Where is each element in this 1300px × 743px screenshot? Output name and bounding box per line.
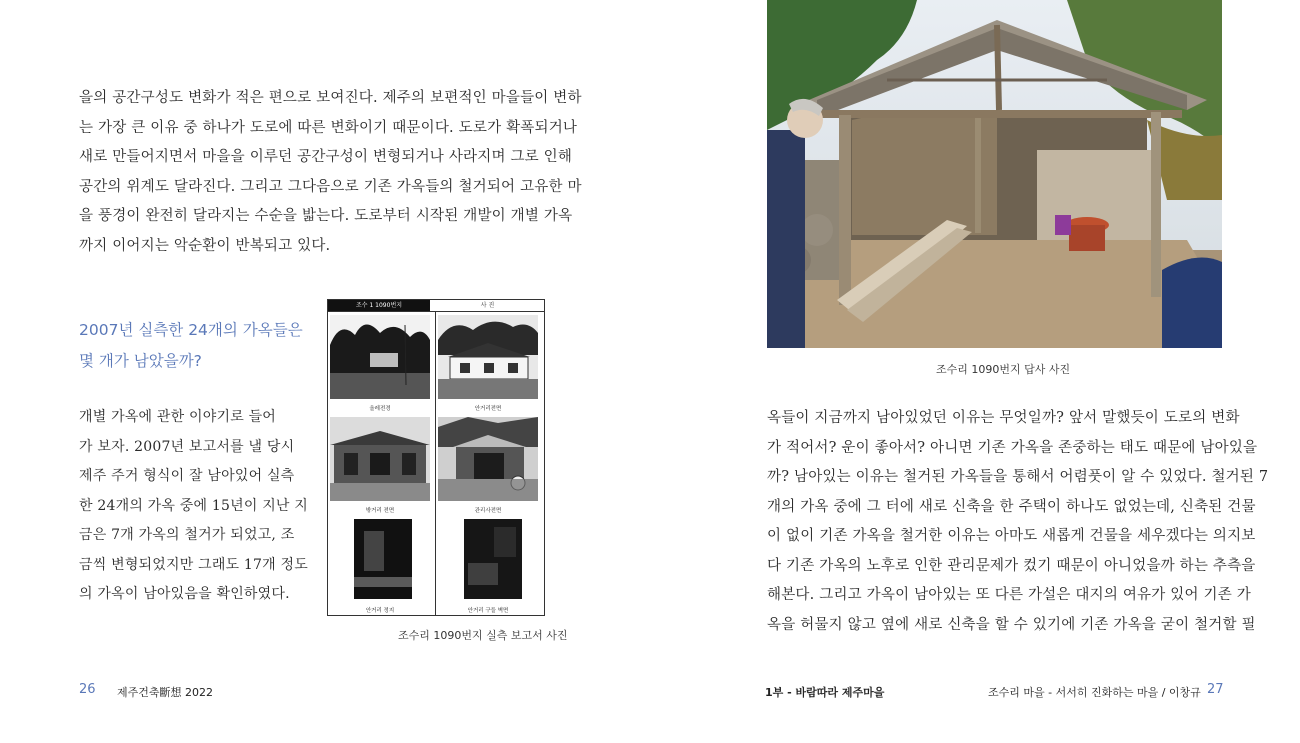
text-line: 한 24개의 가옥 중에 15년이 지난 지 (79, 497, 309, 514)
photo-label: 안거리전면 (474, 406, 502, 412)
report-header-left: 조수 1 1090번지 (328, 300, 430, 311)
text-line: 공간의 위계도 달라진다. 그리고 그다음으로 기존 가옥들의 철거되어 고유한 마 (79, 178, 582, 195)
report-photo-cell (436, 313, 540, 413)
photo-label: 올레전경 (369, 406, 391, 412)
text-line: 을의 공간구성도 변화가 적은 편으로 보여진다. 제주의 보편적인 마을들이 변하 (79, 90, 582, 106)
house-photo (330, 315, 430, 399)
text-line: 다 기존 가옥의 노후로 인한 관리문제가 컸기 때문이 아니었을까 하는 추측을 (767, 557, 1256, 574)
text-line: 제주 주거 형식이 잘 남아있어 실측 (79, 468, 295, 484)
heading-line: 몇 개가 남았을까? (79, 352, 202, 370)
text-line: 을 풍경이 완전히 달라지는 수순을 밟는다. 도로부터 시작된 개발이 개별 가옥 (79, 208, 573, 224)
text-line: 새로 만들어지면서 마을을 이루던 공간구성이 변형되거나 사라지며 그로 인해 (79, 149, 573, 165)
footer-title: 제주건축斷想 2022 (117, 686, 213, 699)
house-photo (330, 417, 430, 501)
text-line: 가 적어서? 운이 좋아서? 아니면 기존 가옥을 존중하는 태도 때문에 남아있을 (767, 439, 1258, 456)
report-photo-cell (328, 515, 432, 615)
footer-section: 1부 - 바람따라 제주마을 (765, 686, 885, 699)
footer-chapter: 조수리 마을 - 서서히 진화하는 마을 / 이창규 (988, 686, 1201, 699)
report-header-right: 사 진 (480, 302, 495, 309)
report-header (328, 300, 544, 312)
text-line: 는 가장 큰 이유 중 하나가 도로에 따른 변화이기 때문이다. 도로가 확폭되거나 (79, 119, 578, 136)
report-scan-image (327, 299, 545, 616)
text-line: 옥을 허물지 않고 옆에 새로 신축을 할 수 있기에 기존 가옥을 굳이 철거할 필 (767, 616, 1256, 633)
photo-label: 밖거리 전면 (365, 508, 395, 514)
house-photo (330, 517, 430, 601)
report-photo-cell (328, 415, 432, 515)
report-caption: 조수리 1090번지 실측 보고서 사진 (398, 629, 568, 642)
site-visit-photo (767, 0, 1222, 348)
text-line: 의 가옥이 남아있음을 확인하였다. (79, 586, 290, 602)
page-number-left: 26 (79, 682, 96, 697)
heading-line: 2007년 실측한 24개의 가옥들은 (79, 321, 303, 339)
text-line: 까? 남아있는 이유는 철거된 가옥들을 통해서 어렴풋이 알 수 있었다. 철거된 7 (767, 469, 1269, 485)
text-line: 이 없이 기존 가옥을 철거한 이유는 아마도 새롭게 건물을 세우겠다는 의지보 (767, 528, 1256, 544)
photo-caption: 조수리 1090번지 답사 사진 (936, 363, 1071, 376)
text-line: 까지 이어지는 악순환이 반복되고 있다. (79, 237, 331, 254)
text-line: 해본다. 그리고 가옥이 남아있는 또 다른 가설은 대지의 여유가 있어 기존 가 (767, 587, 1251, 603)
text-line: 금은 7개 가옥의 철거가 되었고, 조 (79, 527, 295, 543)
text-line: 옥들이 지금까지 남아있었던 이유는 무엇일까? 앞서 말했듯이 도로의 변화 (767, 410, 1240, 426)
text-line: 개별 가옥에 관한 이야기로 들어 (79, 409, 277, 425)
report-photo-cell (436, 515, 540, 615)
report-photo-cell (328, 313, 432, 413)
photo-label: 안거리 구들 벽면 (467, 608, 509, 614)
right-paragraph (767, 404, 1269, 640)
house-photo (438, 417, 538, 501)
intro-paragraph (79, 84, 582, 261)
page-number-right: 27 (1207, 682, 1224, 697)
text-line: 금씩 변형되었지만 그래도 17개 정도 (79, 556, 308, 573)
text-line: 개의 가옥 중에 그 터에 새로 신축을 한 주택이 하나도 없었는데, 신축된 건물 (767, 498, 1256, 515)
report-photo-cell (436, 415, 540, 515)
house-photo (438, 517, 538, 601)
text-line: 가 보자. 2007년 보고서를 낼 당시 (79, 438, 295, 455)
house-photo (438, 315, 538, 399)
photo-label: 관리사전면 (474, 508, 502, 514)
section-heading (79, 315, 309, 377)
body-paragraph (79, 403, 309, 610)
photo-label: 안거리 정지 (365, 608, 395, 614)
